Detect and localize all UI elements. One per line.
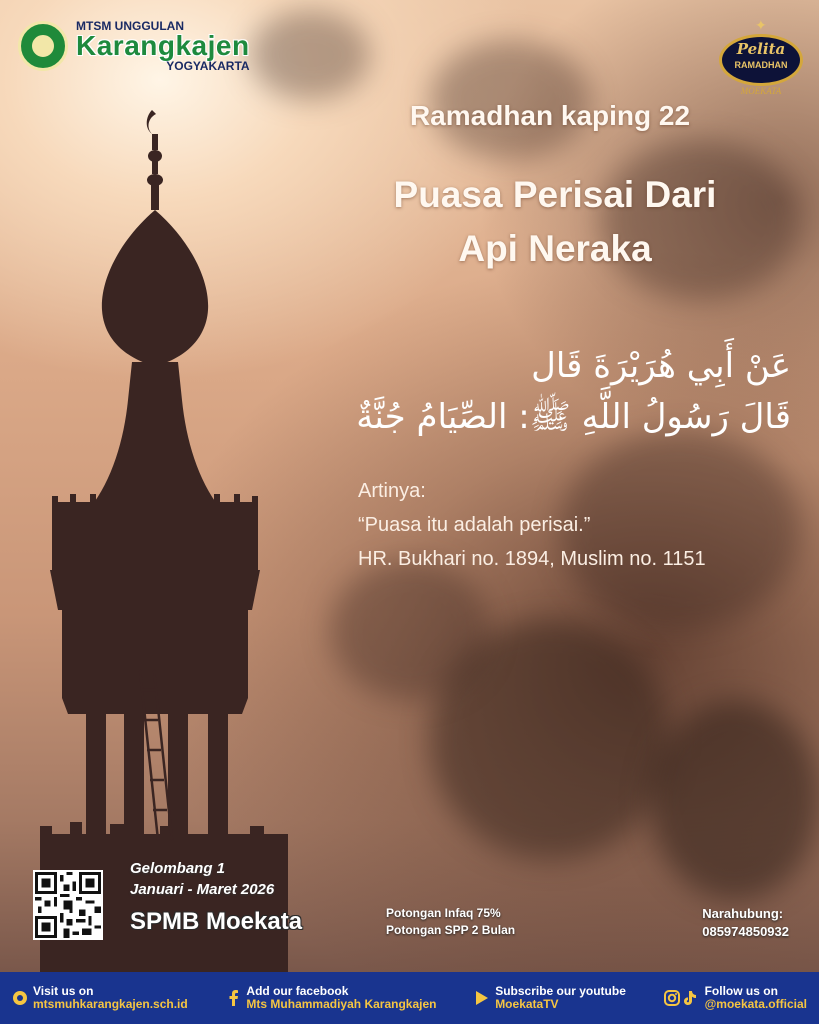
pelita-ramadhan-badge <box>715 16 807 100</box>
school-city: YOGYAKARTA <box>166 59 250 73</box>
blur-leaf <box>250 10 370 100</box>
meaning-label: Artinya: <box>358 480 426 502</box>
badge-line3: MOEKATA <box>740 86 782 96</box>
title-line1: Puasa Perisai Dari <box>393 174 717 215</box>
contact-block <box>702 905 789 941</box>
promo-line1: Potongan Infaq 75% <box>386 906 501 920</box>
instagram-tiktok-icon <box>664 990 700 1006</box>
footer-website-value[interactable]: mtsmuhkarangkajen.sch.id <box>33 997 188 1011</box>
meaning-text: “Puasa itu adalah perisai.” <box>358 514 591 536</box>
contact-phone[interactable]: 085974850932 <box>702 924 789 939</box>
admission-wave <box>130 858 274 900</box>
youtube-icon <box>474 990 490 1006</box>
school-name: Karangkajen <box>76 30 250 61</box>
blur-leaf <box>650 700 819 900</box>
school-line1: MTSM UNGGULAN <box>76 19 184 33</box>
footer-youtube-value[interactable]: MoekataTV <box>495 997 559 1011</box>
qr-code[interactable] <box>33 870 103 940</box>
hadith-reference: HR. Bukhari no. 1894, Muslim no. 1151 <box>358 548 706 570</box>
promo-block <box>386 905 515 939</box>
facebook-icon <box>225 990 241 1006</box>
day-subtitle: Ramadhan kaping 22 <box>409 100 691 131</box>
footer-instagram[interactable] <box>664 985 807 1010</box>
footer-bar <box>0 972 819 1024</box>
footer-youtube[interactable] <box>474 985 626 1010</box>
school-emblem-icon <box>18 21 68 71</box>
badge-line1: Pelita <box>736 40 786 58</box>
title-line2: Api Neraka <box>458 228 652 269</box>
translation-block <box>358 474 706 576</box>
blur-leaf <box>330 560 490 700</box>
promo-line2: Potongan SPP 2 Bulan <box>386 923 516 937</box>
page-title <box>330 168 780 276</box>
wave-label: Gelombang 1 <box>130 860 226 877</box>
program-name: SPMB Moekata <box>130 908 303 935</box>
minaret-silhouette <box>20 110 303 980</box>
footer-facebook[interactable] <box>225 985 436 1010</box>
arabic-line2: قَالَ رَسُولُ اللَّهِ ﷺ: الصِّيَامُ جُنَّةٌ <box>356 397 791 437</box>
footer-facebook-label: Add our facebook <box>246 984 349 999</box>
wave-period: Januari - Maret 2026 <box>130 881 275 898</box>
arabic-line1: عَنْ أَبِي هُرَيْرَةَ قَال <box>531 346 791 386</box>
contact-label: Narahubung: <box>702 906 784 921</box>
lantern-icon: ✦ <box>755 18 767 34</box>
badge-line2: RAMADHAN <box>734 60 788 70</box>
footer-instagram-label: Follow us on <box>704 984 778 999</box>
school-logo <box>18 20 250 72</box>
footer-youtube-label: Subscribe our youtube <box>495 984 626 999</box>
footer-facebook-value[interactable]: Mts Muhammadiyah Karangkajen <box>246 997 437 1011</box>
globe-icon <box>12 990 28 1006</box>
footer-website[interactable] <box>12 985 188 1010</box>
footer-instagram-value[interactable]: @moekata.official <box>704 997 807 1011</box>
footer-website-label: Visit us on <box>33 984 94 999</box>
